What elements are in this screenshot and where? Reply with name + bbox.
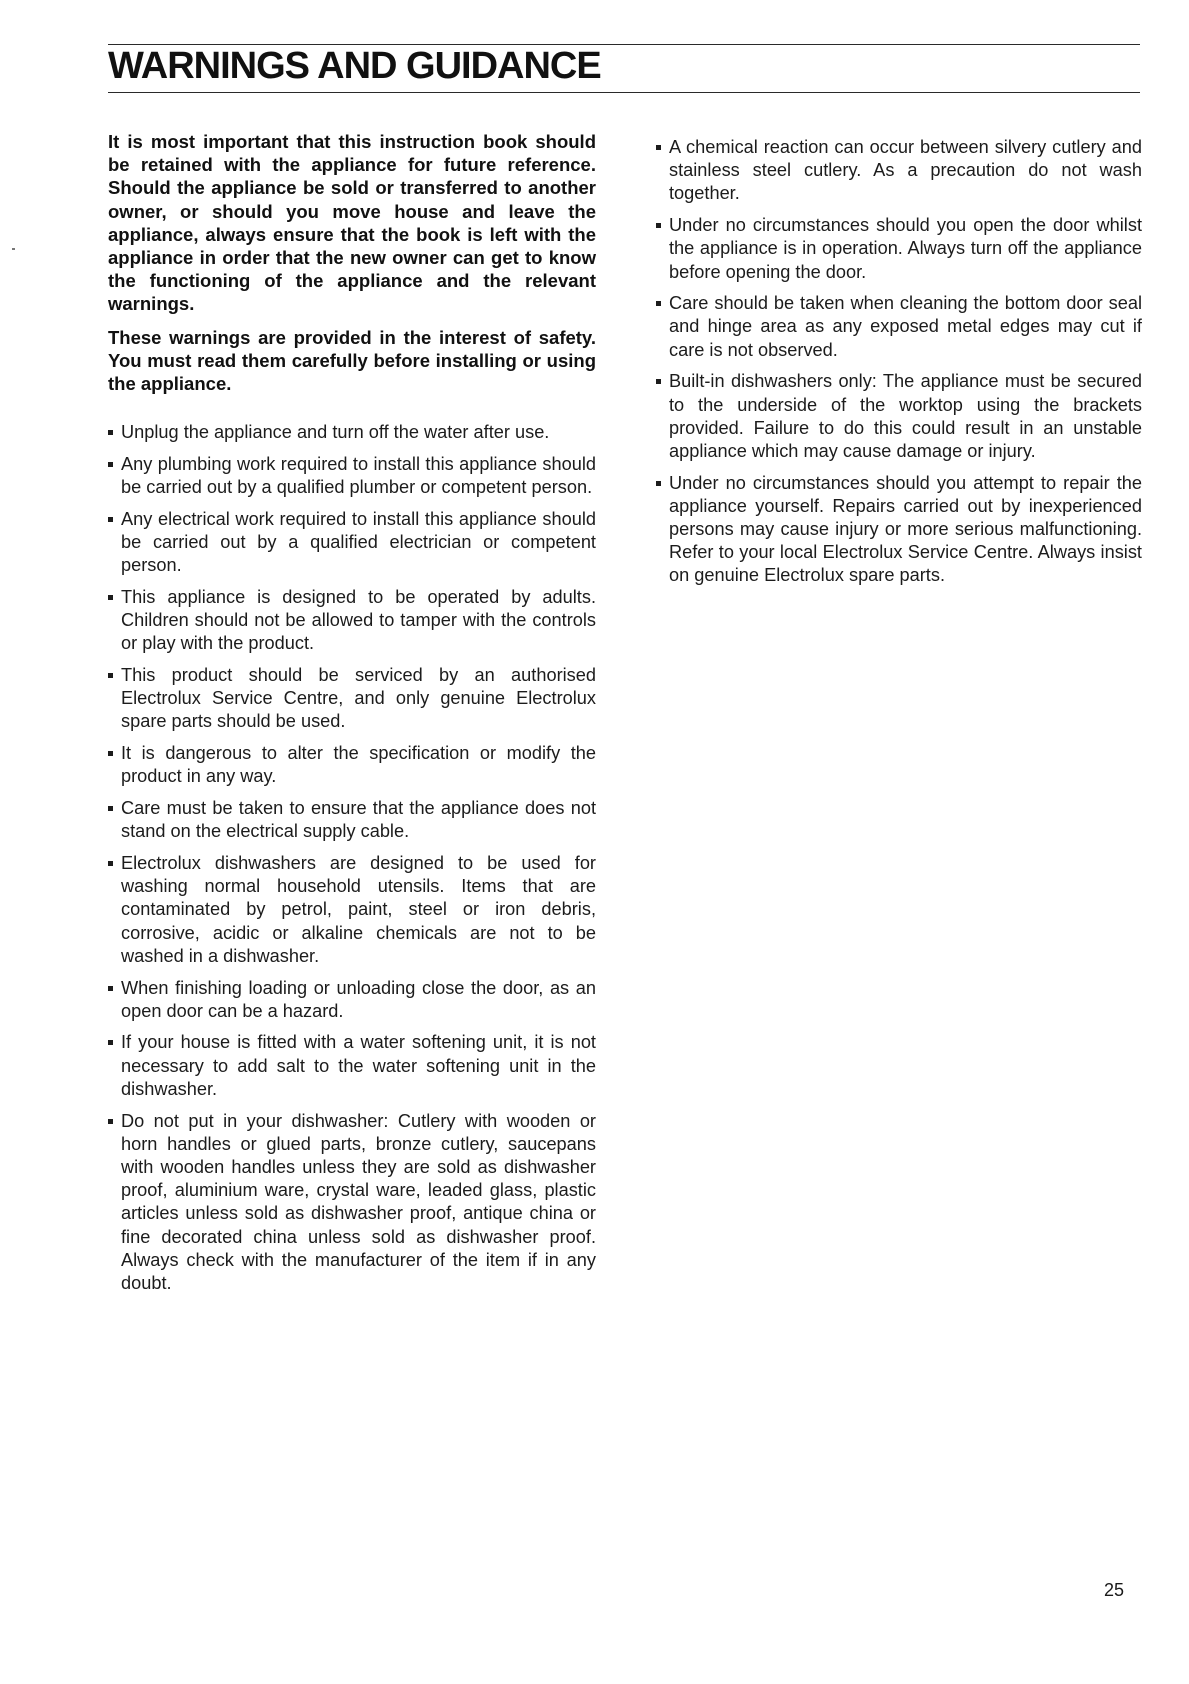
- page-number: 25: [1104, 1580, 1125, 1600]
- bullet-supply-cable: Care must be taken to ensure that the appliance does not stand on the electrical supply cable.: [108, 797, 596, 843]
- bullet-do-not-put: Do not put in your dishwasher: Cutlery with wooden or horn handles or glued parts, bronze cutlery, saucepans with wooden handles unless they are sold as dishwasher proof, aluminium ware, crystal ware, leaded glass, plastic articles unless sold as dishwasher proof, antique china or fine decorated china unless sold as dishwasher proof. Always check with the manufacturer of the item if in any doubt.: [108, 1110, 596, 1296]
- bullet-servicing: This product should be serviced by an authorised Electrolux Service Centre, and only genuine Electrolux spare parts should be used.: [108, 664, 596, 734]
- bullet-chemical-reaction: A chemical reaction can occur between silvery cutlery and stainless steel cutlery. As a precaution do not wash together.: [656, 136, 1142, 206]
- bullet-household-utensils: Electrolux dishwashers are designed to be used for washing normal household utensils. Items that are contaminated by petrol, paint, steel or iron debris, corrosive, acidic or alkaline chemicals are not to be washed in a dishwasher.: [108, 852, 596, 968]
- bullet-close-door: When finishing loading or unloading close the door, as an open door can be a hazard.: [108, 977, 596, 1023]
- bullet-water-softener: If your house is fitted with a water softening unit, it is not necessary to add salt to the water softening unit in the dishwasher.: [108, 1031, 596, 1101]
- bullet-door-operation: Under no circumstances should you open the door whilst the appliance is in operation. Always turn off the appliance before opening the door.: [656, 214, 1142, 284]
- bullet-no-self-repair: Under no circumstances should you attempt to repair the appliance yourself. Repairs carried out by inexperienced persons may cause injury or more serious malfunctioning. Refer to your local Electrolux Service Centre. Always insist on genuine Electrolux spare parts.: [656, 472, 1142, 588]
- page-title: WARNINGS AND GUIDANCE: [108, 45, 601, 87]
- left-bullet-list: [108, 421, 596, 1295]
- bullet-no-modify: It is dangerous to alter the specification or modify the product in any way.: [108, 742, 596, 788]
- bullet-door-seal: Care should be taken when cleaning the bottom door seal and hinge area as any exposed metal edges may cut if care is not observed.: [656, 292, 1142, 362]
- bullet-plumbing: Any plumbing work required to install this appliance should be carried out by a qualified plumber or competent person.: [108, 453, 596, 499]
- intro-retain-book: It is most important that this instruction book should be retained with the appliance for future reference. Should the appliance be sold or transferred to another owner, or should you move house and leave the appliance, always ensure that the book is left with the appliance in order that the new owner can get to know the functioning of the appliance and the relevant warnings.: [108, 131, 596, 315]
- bullet-electrical: Any electrical work required to install this appliance should be carried out by a qualified electrician or competent person.: [108, 508, 596, 578]
- right-bullet-list: [656, 136, 1142, 588]
- intro-safety-warning: These warnings are provided in the interest of safety. You must read them carefully before installing or using the appliance.: [108, 326, 596, 395]
- header-rule-bottom: [108, 92, 1140, 93]
- bullet-built-in: Built-in dishwashers only: The appliance must be secured to the underside of the worktop using the brackets provided. Failure to do this could result in an unstable appliance which may cause damage or injury.: [656, 370, 1142, 463]
- bullet-unplug: Unplug the appliance and turn off the water after use.: [108, 421, 596, 444]
- bullet-adults-only: This appliance is designed to be operated by adults. Children should not be allowed to tamper with the controls or play with the product.: [108, 586, 596, 656]
- right-column: [656, 136, 1142, 596]
- left-column: [108, 130, 596, 1304]
- scan-speck: [12, 248, 15, 250]
